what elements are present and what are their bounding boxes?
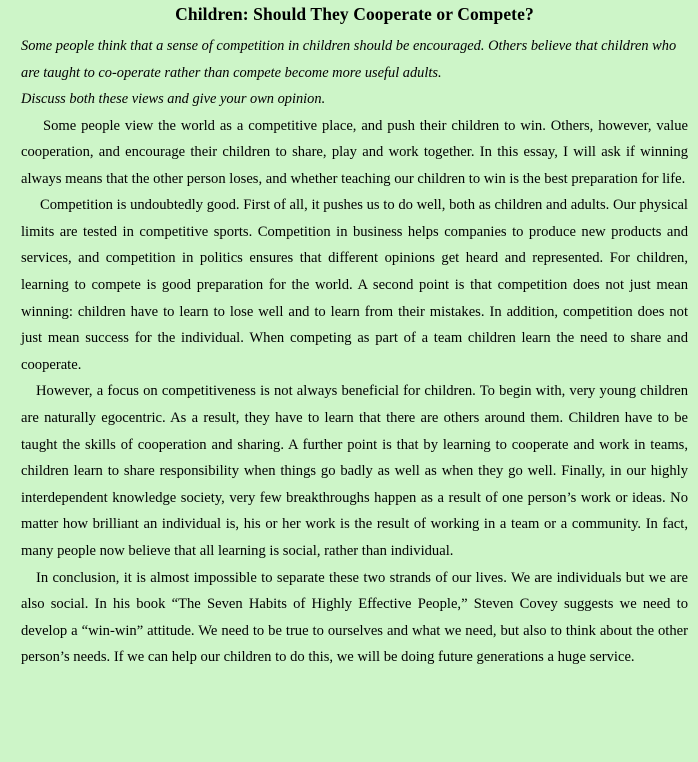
paragraph-introduction: Some people view the world as a competitive place, and push their children to win. Others, however, value cooperation, and encourage their children to share, play and work together. In this essay, I will ask if winning always means that the other person loses, and whether teaching our children to win is the best preparation for life. [21,117,688,187]
essay-title: Children: Should They Cooperate or Compete? [175,4,534,24]
paragraph-body-2: However, a focus on competitiveness is not always beneficial for children. To begin with, very young children are naturally egocentric. As a result, they have to learn that there are others around them. Children have to be taught the skills of cooperation and sharing. A further point is that by learning to cooperate and work in teams, children learn to share responsibility when things go badly as well as when they go well. Finally, in our highly interdependent knowledge society, very few breakthroughs happen as a result of one person’s work or ideas. No matter how brilliant an individual is, his or her work is the result of working in a team or a community. In fact, many people now believe that all learning is social, rather than individual. [21,383,688,559]
essay-body [21,113,688,671]
paragraph-body-1: Competition is undoubtedly good. First of all, it pushes us to do well, both as children and adults. Our physical limits are tested in competitive sports. Competition in business helps companies to produce new products and services, and competition in politics ensures that different opinions get heard and represented. For children, learning to compete is good preparation for the world. A second point is that competition does not just mean winning: children have to learn to lose well and to learn from their mistakes. In addition, competition does not just mean success for the individual. When competing as part of a team children learn the need to share and cooperate. [21,197,688,373]
prompt-instruction: Discuss both these views and give your own opinion. [21,91,326,107]
prompt-statement: Some people think that a sense of competition in children should be encouraged. Others believe that children who are taught to co-operate rather than compete become more useful adults. [21,38,677,81]
essay-prompt [21,33,688,113]
paragraph-conclusion: In conclusion, it is almost impossible to separate these two strands of our lives. We are individuals but we are also social. In his book “The Seven Habits of Highly Effective People,” Steven Covey suggests we need to develop a “win-win” attitude. We need to be true to ourselves and what we need, but also to think about the other person’s needs. If we can help our children to do this, we will be doing future generations a huge service. [21,569,688,666]
